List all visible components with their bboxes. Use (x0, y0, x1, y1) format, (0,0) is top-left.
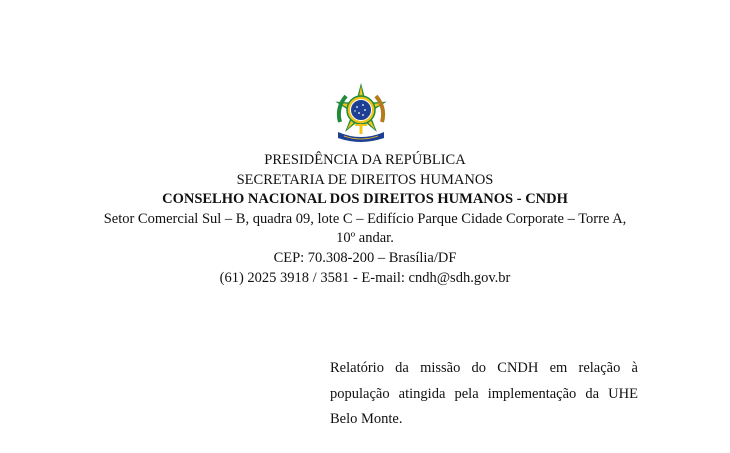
conselho-line: CONSELHO NACIONAL DOS DIREITOS HUMANOS - CNDH (162, 191, 568, 208)
epigraph-line-1: Relatório da missão do CNDH em relação à (330, 360, 638, 376)
report-epigraph (330, 356, 638, 433)
address-floor-line: 10º andar. (336, 230, 394, 247)
wreath-right (376, 96, 383, 122)
contact-line: (61) 2025 3918 / 3581 - E-mail: cndh@sdh.gov.br (219, 269, 511, 286)
epigraph-line-2: população atingida pela implementação da UHE (330, 385, 638, 402)
coat-of-arms-icon (330, 82, 392, 144)
letterhead (0, 151, 730, 288)
secretaria-line: SECRETARIA DE DIREITOS HUMANOS (236, 171, 494, 188)
epigraph-line-3: Belo Monte. (330, 411, 403, 427)
address-line: Setor Comercial Sul – B, quadra 09, lote C – Edifício Parque Cidade Corporate – Torre A, (103, 210, 627, 227)
wreath-left (339, 96, 346, 122)
presidencia-line: PRESIDÊNCIA DA REPÚBLICA (264, 152, 466, 168)
cep-line: CEP: 70.308-200 – Brasília/DF (273, 249, 457, 266)
